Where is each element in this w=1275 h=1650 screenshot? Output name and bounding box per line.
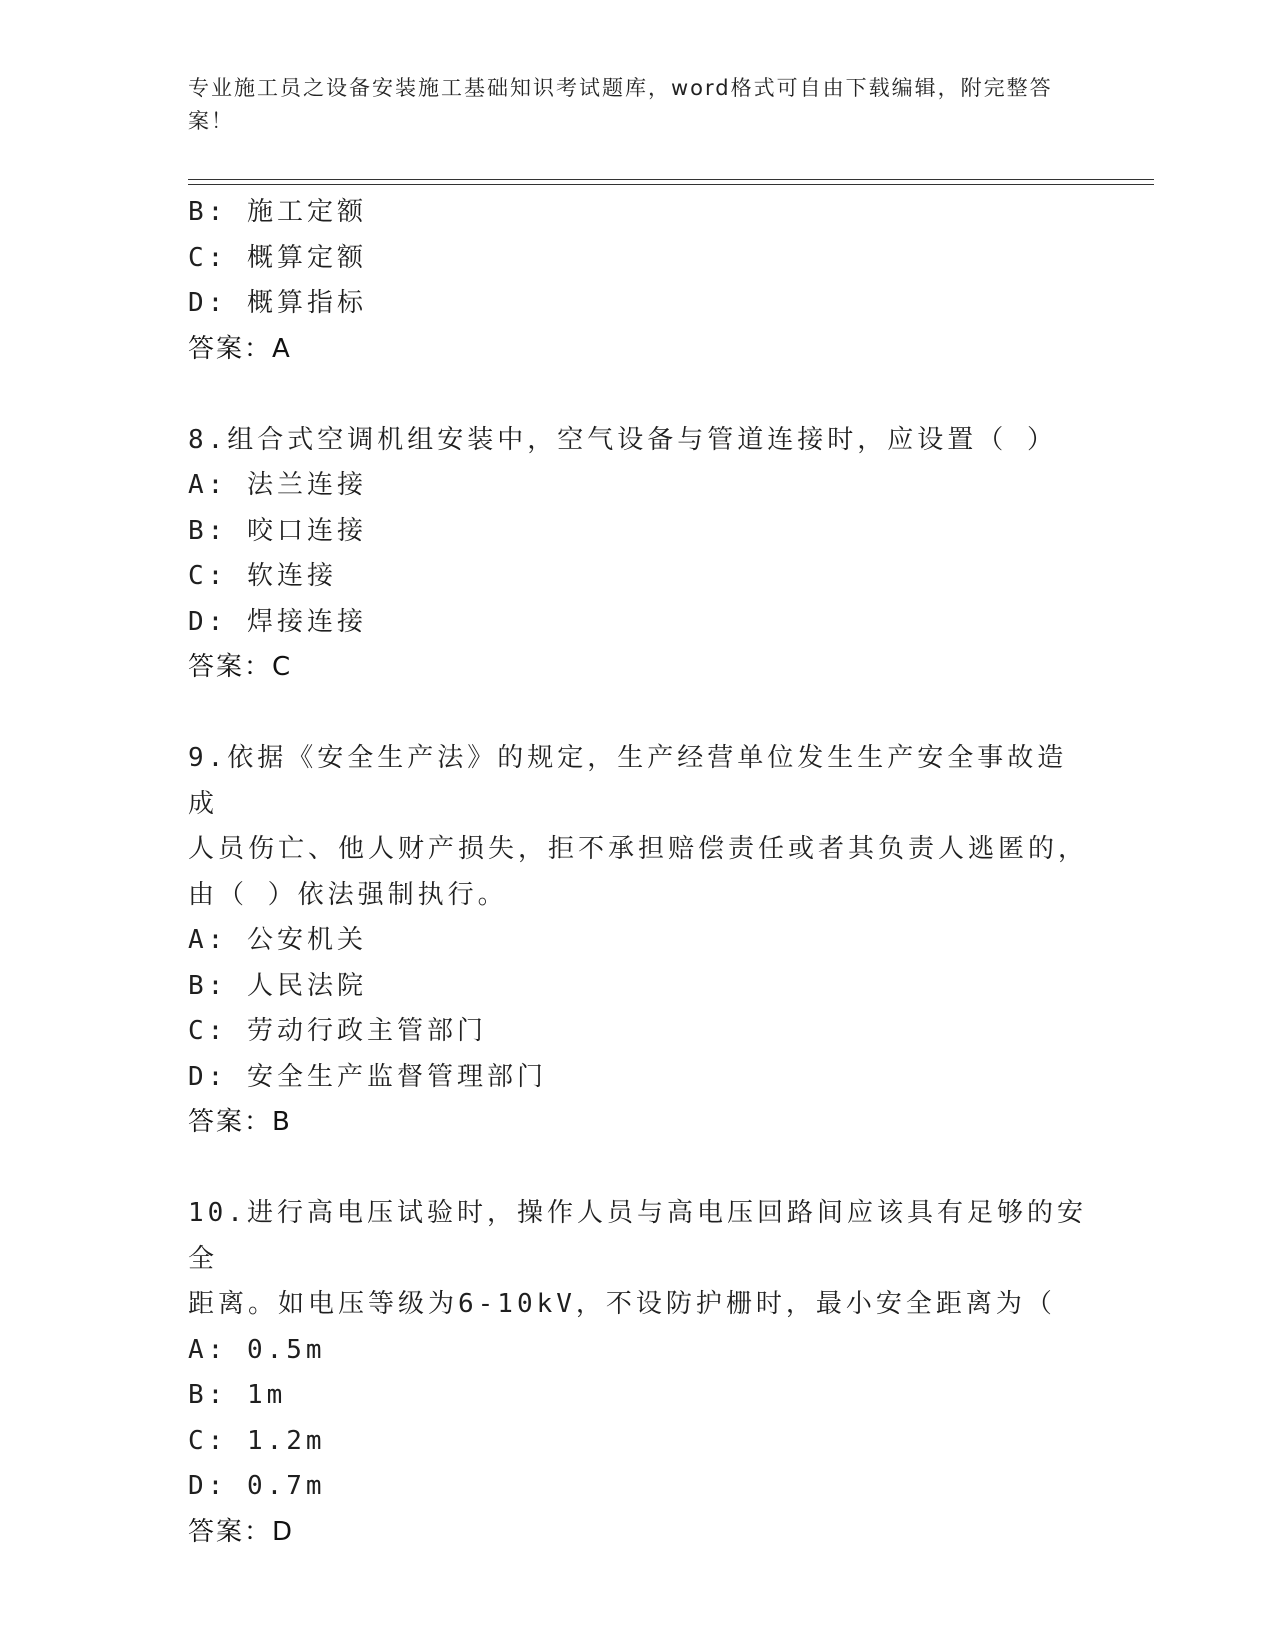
question-list bbox=[188, 190, 1088, 1555]
option-a: A: 公安机关 bbox=[188, 925, 367, 955]
option-a: A: 法兰连接 bbox=[188, 470, 367, 500]
question-9 bbox=[188, 736, 1088, 1146]
question-10 bbox=[188, 1191, 1088, 1555]
question-8 bbox=[188, 418, 1088, 691]
question-text-line-3: 由（ ）依法强制执行。 bbox=[188, 879, 508, 910]
option-c: C: 概算定额 bbox=[188, 242, 367, 273]
option-c: C: 软连接 bbox=[188, 561, 337, 591]
question-text: 8.组合式空调机组安装中，空气设备与管道连接时，应设置（ ） bbox=[188, 424, 1057, 455]
answer-line: 答案：A bbox=[188, 333, 292, 364]
header-divider-top bbox=[188, 179, 1154, 180]
option-b: B: 施工定额 bbox=[188, 197, 367, 227]
option-d: D: 概算指标 bbox=[188, 288, 367, 318]
question-7-tail bbox=[188, 190, 1088, 372]
option-d: D: 焊接连接 bbox=[188, 606, 367, 637]
document-header: 专业施工员之设备安装施工基础知识考试题库，word格式可自由下载编辑，附完整答案！ bbox=[188, 76, 1053, 133]
question-text-line-2: 距离。如电压等级为6-10kV，不设防护栅时，最小安全距离为（ bbox=[188, 1289, 1056, 1319]
header-divider-bottom bbox=[188, 184, 1154, 185]
answer-line: 答案：C bbox=[188, 652, 293, 682]
answer-line: 答案：D bbox=[188, 1516, 295, 1547]
option-d: D: 安全生产监督管理部门 bbox=[188, 1061, 547, 1092]
option-c: C: 1.2m bbox=[188, 1425, 326, 1456]
option-b: B: 咬口连接 bbox=[188, 515, 367, 546]
question-text-line-1: 10.进行高电压试验时，操作人员与高电压回路间应该具有足够的安全 bbox=[188, 1198, 1087, 1274]
option-d: D: 0.7m bbox=[188, 1471, 326, 1501]
option-b: B: 人民法院 bbox=[188, 970, 367, 1001]
option-b: B: 1m bbox=[188, 1380, 287, 1410]
question-text-line-2: 人员伤亡、他人财产损失，拒不承担赔偿责任或者其负责人逃匿的， bbox=[188, 834, 1089, 864]
spacer bbox=[188, 372, 1088, 418]
spacer bbox=[188, 691, 1088, 737]
answer-line: 答案：B bbox=[188, 1107, 292, 1137]
option-c: C: 劳动行政主管部门 bbox=[188, 1016, 487, 1046]
question-text-line-1: 9.依据《安全生产法》的规定，生产经营单位发生生产安全事故造成 bbox=[188, 743, 1068, 819]
option-a: A: 0.5m bbox=[188, 1334, 326, 1365]
spacer bbox=[188, 1146, 1088, 1192]
